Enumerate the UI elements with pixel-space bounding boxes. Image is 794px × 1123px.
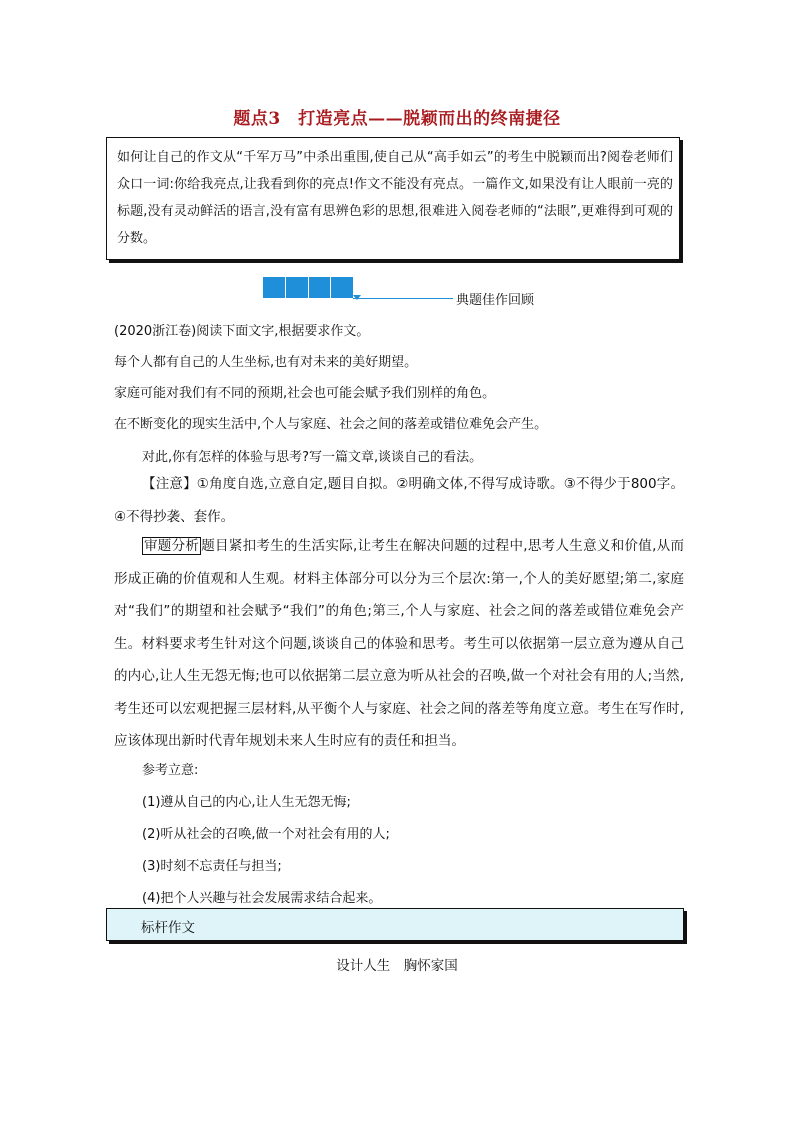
- notice-paragraph: 【注意】①角度自选,立意自定,题目自拟。②明确文体,不得写成诗歌。③不得少于800字。④不得抄袭、套作。: [114, 476, 684, 525]
- reference-heading: 参考立意:: [142, 763, 199, 778]
- analysis-paragraph: [114, 530, 684, 758]
- banner-cell: [331, 277, 353, 298]
- task-line: 对此,你有怎样的体验与思考?写一篇文章,谈谈自己的看法。: [142, 450, 483, 465]
- model-essay-box: [106, 908, 684, 941]
- banner-label: 典题佳作回顾: [456, 293, 535, 308]
- prompt-line: 每个人都有自己的人生坐标,也有对未来的美好期望。: [114, 355, 418, 370]
- prompt-line: 在不断变化的现实生活中,个人与家庭、社会之间的落差或错位难免会产生。: [114, 417, 548, 432]
- banner-cell: [309, 277, 332, 298]
- intro-text: 如何让自己的作文从“千军万马”中杀出重围,使自己从“高手如云”的考生中脱颖而出?阅卷老师们众口一词:你给我亮点,让我看到你的亮点!作文不能没有亮点。一篇作文,如果没有让人眼前一亮的标题,没有灵动鲜活的语言,没有富有思辨色彩的思想,很难进入阅卷老师的“法眼”,更难得到可观的分数。: [117, 150, 673, 246]
- intro-box: [106, 137, 680, 260]
- banner-cell: [286, 277, 309, 298]
- prompt-line: 家庭可能对我们有不同的预期,社会也可能会赋予我们别样的角色。: [114, 386, 496, 401]
- prompt-source-line: (2020浙江卷)阅读下面文字,根据要求作文。: [114, 324, 370, 339]
- essay-title: 设计人生 胸怀家国: [336, 958, 458, 974]
- banner-line: [353, 298, 453, 299]
- page-title: 题点3 打造亮点——脱颖而出的终南捷径: [233, 109, 561, 129]
- reference-item: (3)时刻不忘责任与担当;: [142, 859, 282, 874]
- reference-item: (4)把个人兴趣与社会发展需求结合起来。: [142, 891, 382, 906]
- section-banner: [263, 277, 553, 308]
- banner-block: [263, 277, 353, 298]
- banner-cell: [263, 277, 286, 298]
- reference-item: (2)听从社会的召唤,做一个对社会有用的人;: [142, 827, 390, 842]
- reference-item: (1)遵从自己的内心,让人生无怨无悔;: [142, 795, 351, 810]
- model-essay-label: 标杆作文: [141, 920, 195, 936]
- analysis-text: 题目紧扣考生的生活实际,让考生在解决问题的过程中,思考人生意义和价值,从而形成正确的价值观和人生观。材料主体部分可以分为三个层次:第一,个人的美好愿望;第二,家庭对“我们”的期望和社会赋予“我们”的角色;第三,个人与家庭、社会之间的落差或错位难免会产生。材料要求考生针对这个问题,谈谈自己的体验和思考。考生可以依据第一层立意为遵从自己的内心,让人生无怨无悔;也可以依据第二层立意为听从社会的召唤,做一个对社会有用的人;当然,考生还可以宏观把握三层材料,从平衡个人与家庭、社会之间的落差等角度立意。考生在写作时,应该体现出新时代青年规划未来人生时应有的责任和担当。: [114, 538, 685, 749]
- analysis-tag: 审题分析: [144, 538, 200, 554]
